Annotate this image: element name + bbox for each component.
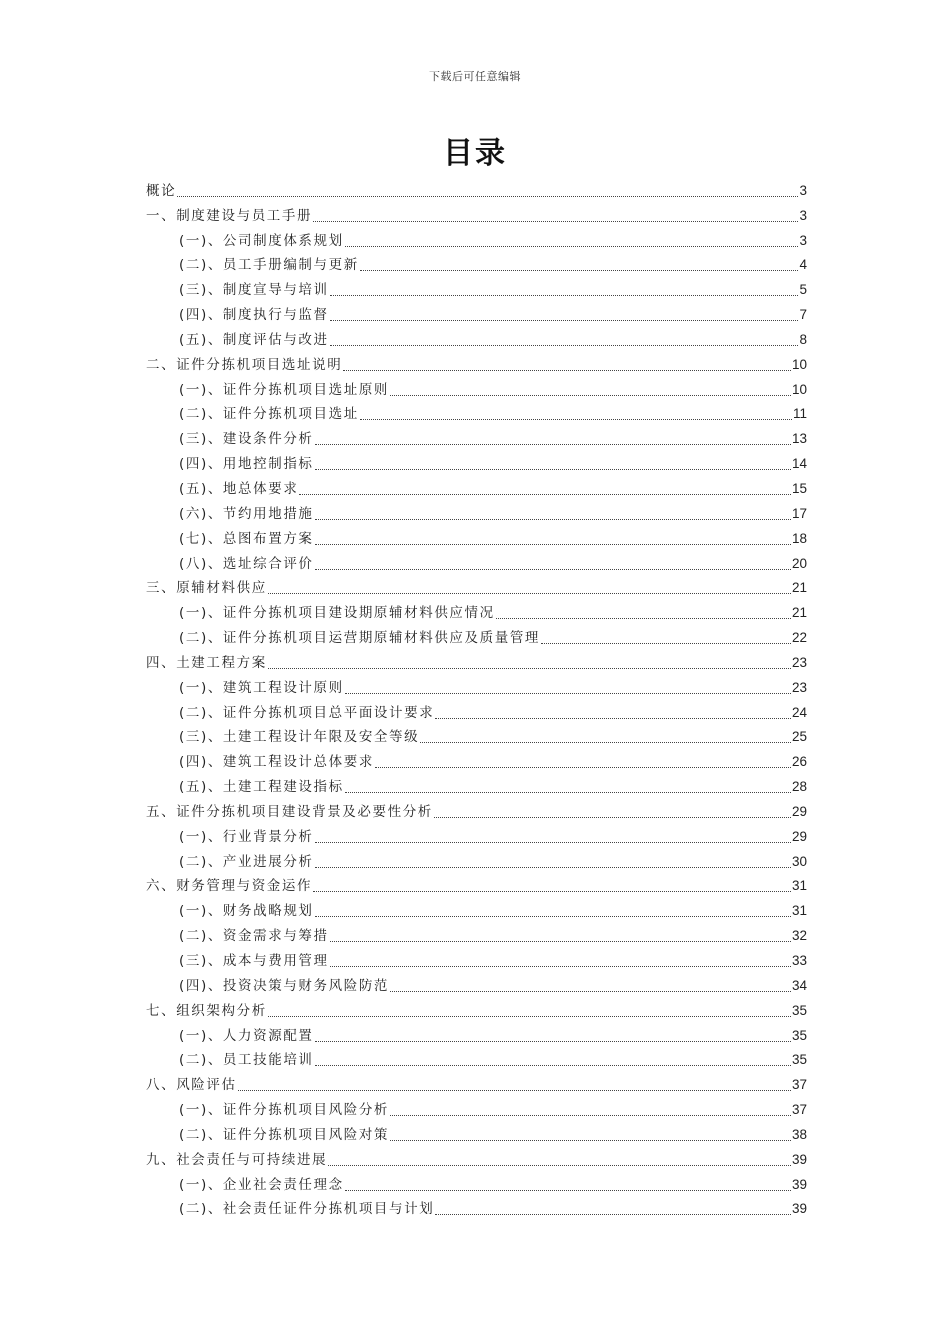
toc-dot-leader <box>345 1172 791 1191</box>
toc-entry-title: (三)、制度宣导与培训 <box>179 282 329 299</box>
toc-dot-leader <box>390 1122 791 1141</box>
toc-dot-leader <box>313 203 798 222</box>
toc-page-number: 23 <box>791 654 807 670</box>
toc-entry[interactable] <box>146 573 807 598</box>
toc-entry-title: (一)、财务战略规划 <box>179 903 314 920</box>
toc-entry[interactable] <box>146 647 807 672</box>
toc-subentry[interactable] <box>146 722 807 747</box>
toc-dot-leader <box>330 277 799 296</box>
toc-page-number: 20 <box>791 555 807 571</box>
toc-page-number: 30 <box>791 853 807 869</box>
toc-subentry[interactable] <box>146 846 807 871</box>
toc-page-number: 5 <box>799 282 807 298</box>
toc-page-number: 29 <box>791 828 807 844</box>
toc-page-number: 26 <box>791 754 807 770</box>
toc-page-number: 13 <box>791 431 807 447</box>
toc-subentry[interactable] <box>146 746 807 771</box>
toc-entry[interactable] <box>146 175 807 200</box>
toc-subentry[interactable] <box>146 473 807 498</box>
toc-subentry[interactable] <box>146 1169 807 1194</box>
toc-dot-leader <box>343 352 791 371</box>
toc-dot-leader <box>360 252 799 271</box>
header-note: 下载后可任意编辑 <box>429 70 521 83</box>
toc-title: 目录 <box>443 136 507 171</box>
toc-page-number: 35 <box>791 1002 807 1018</box>
toc-entry-title: (五)、地总体要求 <box>179 480 299 497</box>
toc-entry-title: 概论 <box>146 182 177 199</box>
toc-dot-leader <box>434 799 791 818</box>
toc-dot-leader <box>268 998 791 1017</box>
toc-entry[interactable] <box>146 1144 807 1169</box>
toc-page-number: 14 <box>791 456 807 472</box>
toc-dot-leader <box>315 426 791 445</box>
toc-dot-leader <box>390 1097 791 1116</box>
toc-entry-title: (二)、员工技能培训 <box>179 1052 314 1069</box>
toc-dot-leader <box>435 1196 791 1215</box>
toc-dot-leader <box>315 1047 791 1066</box>
toc-page-number: 32 <box>791 928 807 944</box>
toc-subentry[interactable] <box>146 895 807 920</box>
toc-entry-title: (一)、企业社会责任理念 <box>179 1176 344 1193</box>
toc-page-number: 37 <box>791 1077 807 1093</box>
toc-entry-title: (二)、证件分拣机项目风险对策 <box>179 1126 390 1143</box>
toc-entry-title: (二)、证件分拣机项目选址 <box>179 406 359 423</box>
toc-entry-title: 一、制度建设与员工手册 <box>146 207 313 224</box>
toc-dot-leader <box>330 923 791 942</box>
toc-entry-title: (一)、证件分拣机项目建设期原辅材料供应情况 <box>179 605 495 622</box>
toc-subentry[interactable] <box>146 945 807 970</box>
toc-dot-leader <box>315 1023 791 1042</box>
toc-page-number: 7 <box>799 307 807 323</box>
toc-page-number: 33 <box>791 953 807 968</box>
toc-dot-leader <box>238 1072 791 1091</box>
toc-page-number: 39 <box>791 1176 807 1192</box>
toc-dot-leader <box>315 551 791 570</box>
toc-entry[interactable] <box>146 796 807 821</box>
toc-dot-leader <box>496 600 791 619</box>
toc-entry-title: (三)、建设条件分析 <box>179 431 314 448</box>
toc-subentry[interactable] <box>146 970 807 995</box>
toc-subentry[interactable] <box>146 597 807 622</box>
toc-entry[interactable] <box>146 349 807 374</box>
toc-entry-title: 六、财务管理与资金运作 <box>146 878 313 895</box>
toc-page-number: 3 <box>799 207 807 223</box>
toc-subentry[interactable] <box>146 523 807 548</box>
toc-entry-title: (五)、土建工程建设指标 <box>179 779 344 796</box>
toc-entry-title: (七)、总图布置方案 <box>179 530 314 547</box>
toc-dot-leader <box>330 302 799 321</box>
toc-entry-title: (一)、证件分拣机项目风险分析 <box>179 1102 390 1119</box>
toc-subentry[interactable] <box>146 399 807 424</box>
toc-entry-title: 九、社会责任与可持续进展 <box>146 1151 328 1168</box>
toc-subentry[interactable] <box>146 622 807 647</box>
toc-page-number: 28 <box>791 779 807 795</box>
toc-page-number: 39 <box>791 1151 807 1167</box>
toc-subentry[interactable] <box>146 672 807 697</box>
toc-page-number: 39 <box>791 1201 807 1217</box>
toc-dot-leader <box>315 526 791 545</box>
toc-entry-title: (四)、用地控制指标 <box>179 456 314 473</box>
toc-page-number: 38 <box>791 1126 807 1142</box>
toc-page-number: 37 <box>791 1102 807 1118</box>
toc-entry-title: (一)、建筑工程设计原则 <box>179 679 344 696</box>
toc-dot-leader <box>420 724 791 743</box>
toc-entry-title: (一)、人力资源配置 <box>179 1027 314 1044</box>
toc-dot-leader <box>390 377 791 396</box>
toc-entry-title: (一)、证件分拣机项目选址原则 <box>179 381 390 398</box>
toc-entry-title: (四)、建筑工程设计总体要求 <box>179 754 374 771</box>
toc-page-number: 21 <box>791 605 807 621</box>
toc-entry[interactable] <box>146 200 807 225</box>
toc-subentry[interactable] <box>146 920 807 945</box>
toc-page-number: 3 <box>799 182 807 198</box>
toc-dot-leader <box>360 401 792 420</box>
toc-entry-title: (四)、制度执行与监督 <box>179 307 329 324</box>
toc-entry-title: 五、证件分拣机项目建设背景及必要性分析 <box>146 803 433 820</box>
toc-page-number: 24 <box>791 704 807 720</box>
toc-entry-title: (三)、土建工程设计年限及安全等级 <box>179 729 420 746</box>
toc-subentry[interactable] <box>146 1020 807 1045</box>
toc-entry-title: 二、证件分拣机项目选址说明 <box>146 356 343 373</box>
toc-subentry[interactable] <box>146 1119 807 1144</box>
toc-page-number: 11 <box>792 406 807 422</box>
toc-dot-leader <box>345 228 799 247</box>
toc-entry-title: 三、原辅材料供应 <box>146 580 267 597</box>
toc-page-number: 10 <box>791 381 807 397</box>
toc-entry-title: (二)、社会责任证件分拣机项目与计划 <box>179 1201 435 1218</box>
toc-entry-title: (二)、产业进展分析 <box>179 853 314 870</box>
toc-subentry[interactable] <box>146 250 807 275</box>
toc-subentry[interactable] <box>146 448 807 473</box>
toc-entry-title: (二)、资金需求与筹措 <box>179 928 329 945</box>
toc-subentry[interactable] <box>146 1194 807 1219</box>
toc-page-number: 34 <box>791 977 807 993</box>
toc-page-number: 17 <box>791 505 807 521</box>
toc-subentry[interactable] <box>146 374 807 399</box>
toc-dot-leader <box>375 749 791 768</box>
toc-dot-leader <box>315 451 791 470</box>
table-of-contents <box>146 175 807 1218</box>
toc-entry-title: (一)、行业背景分析 <box>179 828 314 845</box>
toc-subentry[interactable] <box>146 225 807 250</box>
toc-page-number: 8 <box>799 331 807 347</box>
toc-subentry[interactable] <box>146 697 807 722</box>
toc-page-number: 22 <box>791 630 807 646</box>
toc-entry-title: 四、土建工程方案 <box>146 654 267 671</box>
toc-page-number: 31 <box>791 878 807 894</box>
toc-dot-leader <box>345 675 791 694</box>
toc-entry[interactable] <box>146 871 807 896</box>
toc-subentry[interactable] <box>146 548 807 573</box>
toc-entry-title: (五)、制度评估与改进 <box>179 331 329 348</box>
toc-entry[interactable] <box>146 1069 807 1094</box>
toc-subentry[interactable] <box>146 274 807 299</box>
toc-dot-leader <box>345 774 791 793</box>
toc-page-number: 4 <box>799 257 807 273</box>
toc-page-number: 3 <box>799 232 807 248</box>
toc-dot-leader <box>328 1147 791 1166</box>
toc-page-number: 25 <box>791 729 807 745</box>
toc-page-number: 29 <box>791 803 807 819</box>
toc-page-number: 10 <box>791 356 807 372</box>
toc-dot-leader <box>268 650 791 669</box>
toc-entry-title: (八)、选址综合评价 <box>179 555 314 572</box>
toc-subentry[interactable] <box>146 324 807 349</box>
toc-dot-leader <box>541 625 791 644</box>
toc-dot-leader <box>268 575 791 594</box>
toc-page-number: 15 <box>791 480 807 496</box>
toc-subentry[interactable] <box>146 498 807 523</box>
toc-subentry[interactable] <box>146 821 807 846</box>
toc-subentry[interactable] <box>146 1094 807 1119</box>
toc-entry-title: 七、组织架构分析 <box>146 1002 267 1019</box>
toc-entry-title: 八、风险评估 <box>146 1077 237 1094</box>
toc-entry-title: (一)、公司制度体系规划 <box>179 232 344 249</box>
toc-page-number: 35 <box>791 1027 807 1043</box>
toc-subentry[interactable] <box>146 299 807 324</box>
toc-page-number: 18 <box>791 530 807 546</box>
toc-entry-title: (二)、证件分拣机项目总平面设计要求 <box>179 704 435 721</box>
toc-entry-title: (二)、证件分拣机项目运营期原辅材料供应及质量管理 <box>179 630 541 647</box>
toc-entry[interactable] <box>146 995 807 1020</box>
toc-dot-leader <box>315 501 791 520</box>
toc-dot-leader <box>330 327 799 346</box>
toc-subentry[interactable] <box>146 1045 807 1070</box>
toc-dot-leader <box>299 476 791 495</box>
toc-entry-title: (二)、员工手册编制与更新 <box>179 257 359 274</box>
toc-dot-leader <box>315 824 791 843</box>
toc-dot-leader <box>315 898 791 917</box>
toc-subentry[interactable] <box>146 771 807 796</box>
toc-dot-leader <box>313 873 791 892</box>
toc-entry-title: (四)、投资决策与财务风险防范 <box>179 977 390 994</box>
toc-page-number: 31 <box>791 903 807 919</box>
toc-dot-leader <box>315 849 791 868</box>
toc-page-number: 21 <box>791 580 807 596</box>
toc-dot-leader <box>330 948 791 967</box>
toc-entry-title: (六)、节约用地措施 <box>179 505 314 522</box>
toc-page-number: 23 <box>791 679 807 695</box>
toc-dot-leader <box>390 973 791 992</box>
toc-entry-title: (三)、成本与费用管理 <box>179 953 329 969</box>
toc-subentry[interactable] <box>146 423 807 448</box>
toc-dot-leader <box>435 700 791 719</box>
toc-dot-leader <box>177 178 798 197</box>
toc-page-number: 35 <box>791 1052 807 1068</box>
